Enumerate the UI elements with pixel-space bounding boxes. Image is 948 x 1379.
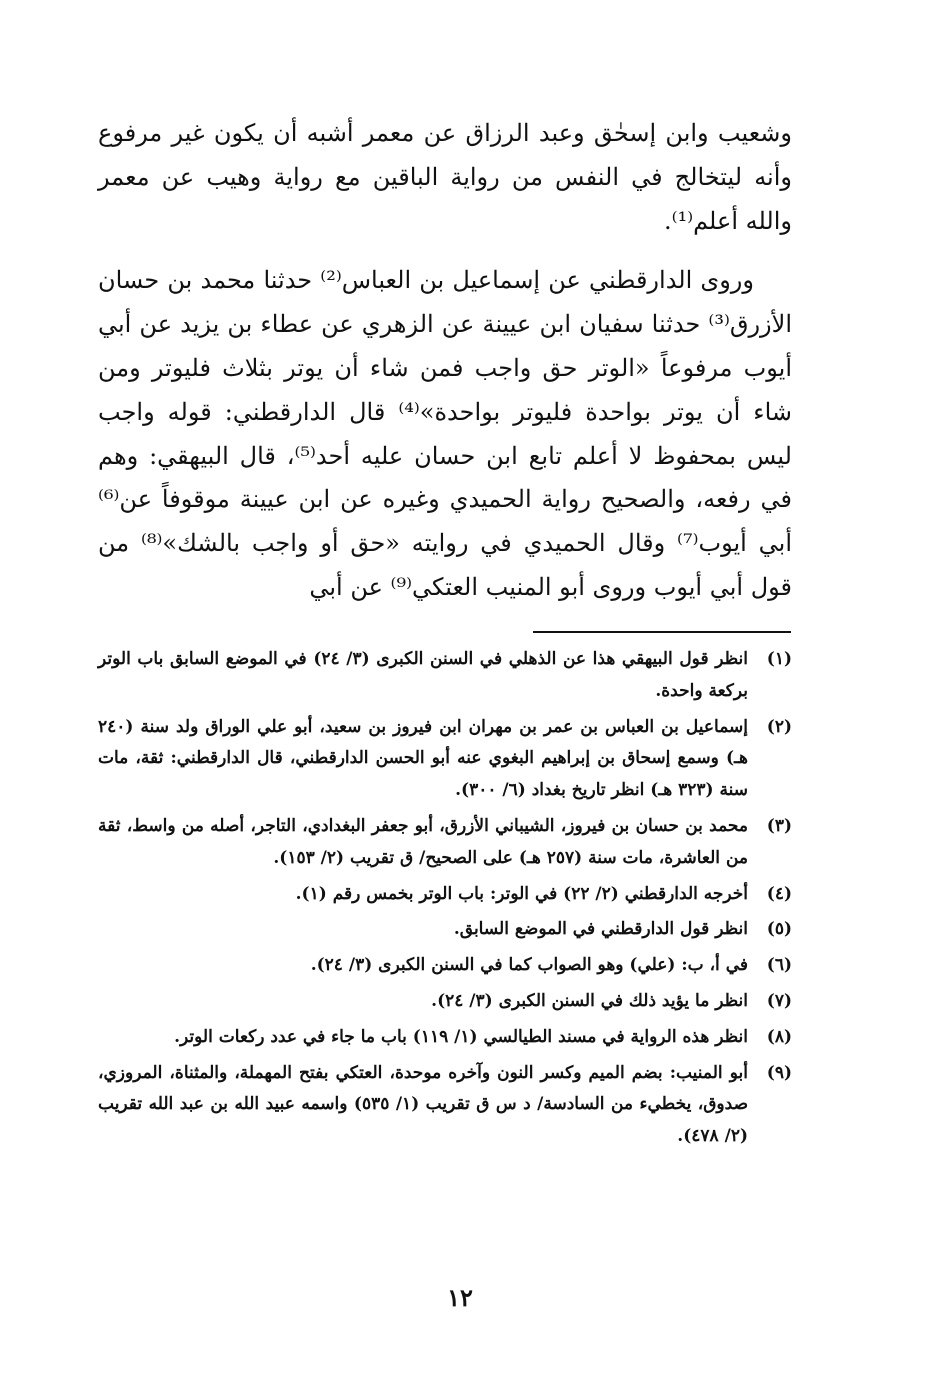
footnote-text: أبو المنيب: بضم الميم وكسر النون وآخره موحدة، العتكي بفتح المهملة، والمثناة، المروزي، صدوق، يخطيء من السادسة/ د س ق تقريب (١/ ٥٣٥) واسمه عبيد الله بن عبد الله تقريب (٢/ ٤٧٨). [98,1062,748,1147]
paragraph-2: وروى الدارقطني عن إسماعيل بن العباس⁽²⁾ حدثنا محمد بن حسان الأزرق⁽³⁾ حدثنا سفيان ابن عيينة عن الزهري عن عطاء بن يزيد عن أبي أيوب مرفوعاً «الوتر حق واجب فمن شاء أن يوتر بثلاث فليوتر ومن شاء أن يوتر بواحدة فليوتر بواحدة»⁽⁴⁾ قال الدارقطني: قوله واجب ليس بمحفوظ لا أعلم تابع ابن حسان عليه أحد⁽⁵⁾، قال البيهقي: وهم في رفعه، والصحيح رواية الحميدي وغيره عن ابن عيينة موقوفاً عن⁽⁶⁾ أبي أيوب⁽⁷⁾ وقال الحميدي في روايته «حق أو واجب بالشك»⁽⁸⁾ من قول أبي أيوب وروى أبو المنيب العتكي⁽⁹⁾ عن أبي [98,266,793,601]
footnote-text: انظر ما يؤيد ذلك في السنن الكبرى (٣/ ٢٤). [431,990,748,1011]
footnote-number: (٦) [766,955,792,976]
footnote-text: إسماعيل بن العباس بن عمر بن مهران ابن فيروز بن سعيد، أبو علي الوراق ولد سنة (٢٤٠ هـ) وسمع إسحاق بن إبراهيم البغوي عنه أبو الحسن الدارقطني، قال الدارقطني: ثقة، مات سنة (٣٢٣ هـ) انظر تاريخ بغداد (٦/ ٣٠٠). [98,716,748,801]
page-number: ١٢ [447,1283,473,1312]
footnote-text: محمد بن حسان بن فيروز، الشيباني الأزرق، أبو جعفر البغدادي، التاجر، أصله من واسط، ثقة من العاشرة، مات سنة (٢٥٧ هـ) على الصحيح/ ق تقريب (٢/ ١٥٣). [98,815,748,868]
footnote-7 [98,986,792,1018]
footnote-number: (٩) [766,1062,792,1083]
footnote-number: (٢) [766,716,792,737]
footnote-number: (٤) [766,883,792,904]
footnote-9 [98,1058,792,1153]
footnote-5 [98,914,792,946]
footnote-4 [98,879,792,911]
footnote-1 [98,644,792,708]
footnote-text: أخرجه الدارقطني (٢/ ٢٢) في الوتر: باب الوتر بخمس رقم (١). [295,883,748,904]
footnote-number: (٣) [766,815,792,836]
footnote-8 [98,1022,792,1054]
footnote-6 [98,950,792,982]
footnote-separator [533,631,791,633]
footnote-text: انظر قول الدارقطني في الموضع السابق. [453,919,748,940]
footnote-number: (٨) [766,1026,792,1047]
footnote-2 [98,712,792,807]
footnote-text: في أ، ب: (علي) وهو الصواب كما في السنن الكبرى (٣/ ٢٤). [310,955,748,976]
footnotes [98,644,792,1157]
footnote-number: (٥) [766,919,792,940]
footnote-number: (٧) [766,990,792,1011]
footnote-number: (١) [766,649,792,669]
footnote-3 [98,811,792,875]
paragraph-1: وشعيب وابن إسحٰق وعبد الرزاق عن معمر أشبه أن يكون غير مرفوع وأنه ليتخالج في النفس من رواية الباقين مع رواية وهيب عن معمر والله أعلم⁽¹⁾. [98,119,792,235]
footnote-text: انظر هذه الرواية في مسند الطيالسي (١/ ١١٩) باب ما جاء في عدد ركعات الوتر. [174,1026,748,1047]
footnote-text: انظر قول البيهقي هذا عن الذهلي في السنن الكبرى (٣/ ٢٤) في الموضع السابق باب الوتر بركعة واحدة. [98,649,748,701]
main-text [98,112,792,610]
